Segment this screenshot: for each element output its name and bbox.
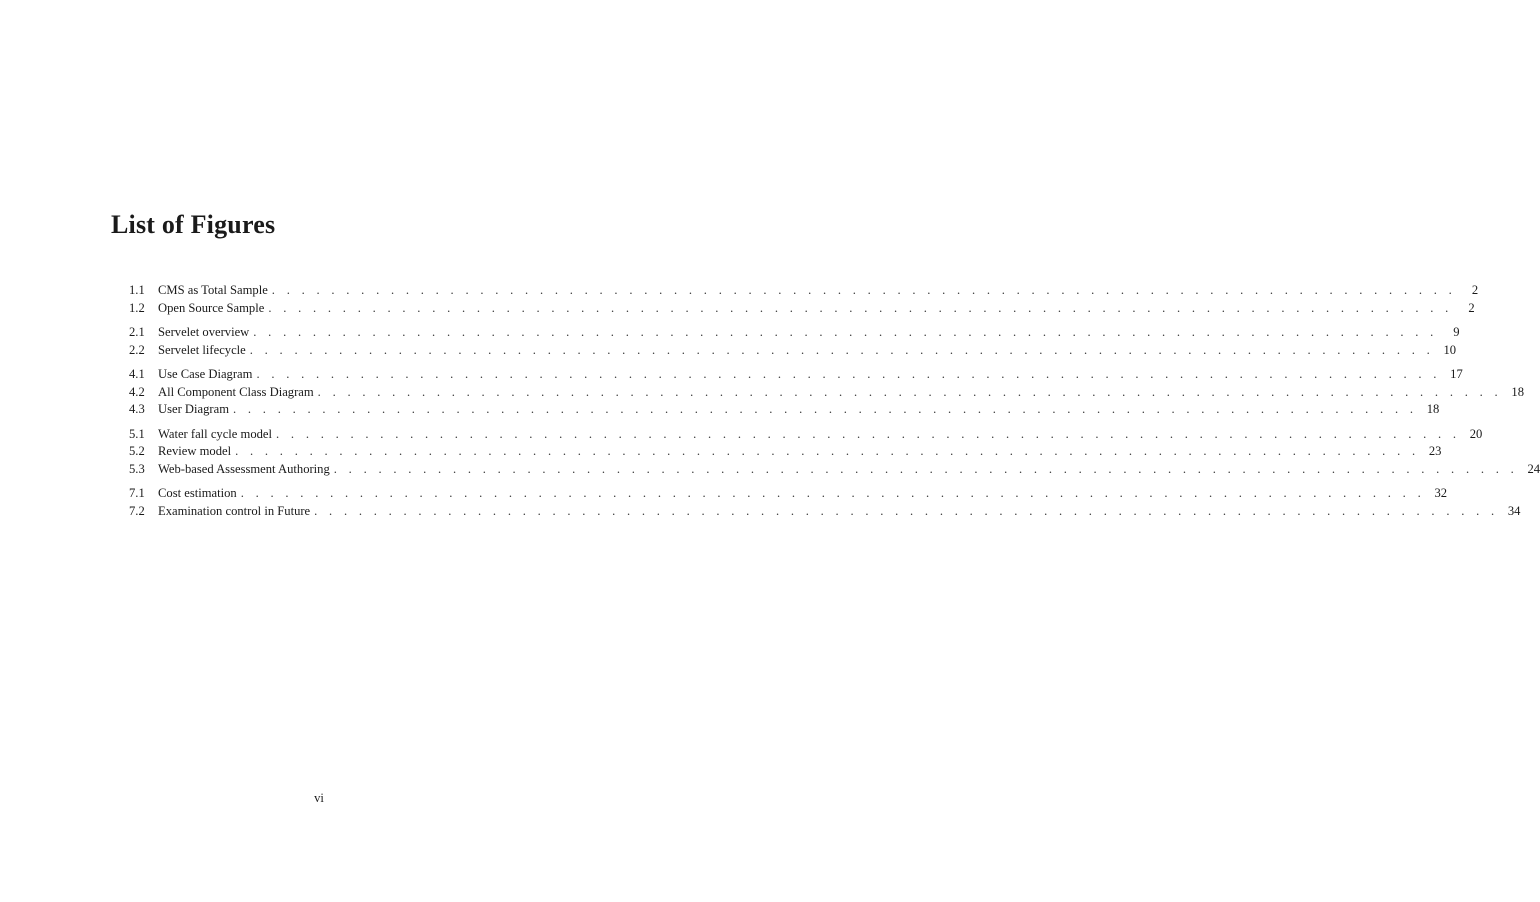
figure-entry[interactable]	[129, 300, 1475, 318]
figure-entry[interactable]	[129, 443, 1442, 461]
figure-caption: All Component Class Diagram	[158, 384, 314, 399]
figure-number: 4.3	[129, 402, 145, 416]
figure-caption: Cost estimation	[158, 486, 237, 500]
dot-leader: . . . . . . . . . . . . . . . . . . . . . . . . . . . . . . . . . . . . . . . . . . . . . . . . . . . . . . . . . . . . . . . . . . . . . . . . . . . . . . . .	[253, 325, 1438, 339]
dot-leader: . . . . . . . . . . . . . . . . . . . . . . . . . . . . . . . . . . . . . . . . . . . . . . . . . . . . . . . . . . . . . . . . . . . . . . . . . . . . . . . .	[240, 486, 1426, 500]
dot-leader: . . . . . . . . . . . . . . . . . . . . . . . . . . . . . . . . . . . . . . . . . . . . . . . . . . . . . . . . . . . . . . . . . . . . . . . . . . . . . . . .	[233, 402, 1418, 416]
figure-number: 4.1	[129, 367, 145, 381]
figure-entry[interactable]	[129, 401, 1440, 419]
figure-number: 2.2	[129, 342, 145, 357]
figure-group	[129, 485, 1521, 520]
figure-number: 5.3	[129, 461, 145, 476]
figure-entry[interactable]	[129, 342, 1457, 360]
figure-number: 7.2	[129, 503, 145, 518]
figure-page-number: 2	[1471, 283, 1479, 297]
dot-leader: . . . . . . . . . . . . . . . . . . . . . . . . . . . . . . . . . . . . . . . . . . . . . . . . . . . . . . . . . . . . . . . . . . . . . . . . . . . . . . . .	[268, 300, 1453, 315]
dot-leader: . . . . . . . . . . . . . . . . . . . . . . . . . . . . . . . . . . . . . . . . . . . . . . . . . . . . . . . . . . . . . . . . . . . . . . . . . . . . . . . .	[317, 384, 1502, 399]
figure-page-number: 18	[1426, 402, 1440, 416]
figure-page-number: 17	[1450, 367, 1463, 381]
figure-entry[interactable]	[129, 324, 1460, 342]
figure-page-number: 24	[1527, 461, 1540, 476]
figure-page-number: 9	[1453, 325, 1460, 339]
figure-page-number: 18	[1511, 384, 1524, 399]
figure-entry[interactable]	[129, 282, 1479, 300]
figure-group	[129, 426, 1540, 479]
figure-caption: CMS as Total Sample	[158, 283, 268, 297]
figure-number: 4.2	[129, 384, 145, 399]
dot-leader: . . . . . . . . . . . . . . . . . . . . . . . . . . . . . . . . . . . . . . . . . . . . . . . . . . . . . . . . . . . . . . . . . . . . . . . . . . . . . . . .	[276, 426, 1461, 441]
figure-number: 1.1	[129, 283, 145, 297]
figure-entry[interactable]	[129, 461, 1540, 479]
figure-group	[129, 324, 1460, 359]
figure-caption: Water fall cycle model	[158, 426, 273, 441]
figure-entry[interactable]	[129, 485, 1448, 503]
figure-number: 5.2	[129, 444, 145, 458]
figure-caption: Servelet overview	[158, 325, 250, 339]
list-of-figures	[129, 282, 1540, 527]
figure-caption: Open Source Sample	[158, 300, 265, 315]
figure-number: 5.1	[129, 426, 145, 441]
figure-entry[interactable]	[129, 384, 1524, 402]
figure-group	[129, 282, 1479, 317]
figure-page-number: 34	[1507, 503, 1521, 518]
figure-caption: User Diagram	[158, 402, 229, 416]
figure-caption: Review model	[158, 444, 232, 458]
figure-page-number: 2	[1468, 300, 1475, 315]
figure-caption: Examination control in Future	[158, 503, 311, 518]
dot-leader: . . . . . . . . . . . . . . . . . . . . . . . . . . . . . . . . . . . . . . . . . . . . . . . . . . . . . . . . . . . . . . . . . . . . . . . . . . . . . . . .	[235, 444, 1420, 458]
figure-page-number: 10	[1443, 342, 1457, 357]
dot-leader: . . . . . . . . . . . . . . . . . . . . . . . . . . . . . . . . . . . . . . . . . . . . . . . . . . . . . . . . . . . . . . . . . . . . . . . . . . . . . . . .	[271, 283, 1457, 297]
figure-number: 7.1	[129, 486, 145, 500]
figure-page-number: 23	[1428, 444, 1442, 458]
figure-caption: Web-based Assessment Authoring	[158, 461, 330, 476]
page-title: List of Figures	[111, 210, 276, 239]
dot-leader: . . . . . . . . . . . . . . . . . . . . . . . . . . . . . . . . . . . . . . . . . . . . . . . . . . . . . . . . . . . . . . . . . . . . . . . . . . . . . . . .	[333, 461, 1519, 476]
figure-page-number: 20	[1469, 426, 1483, 441]
figure-entry[interactable]	[129, 503, 1521, 521]
dot-leader: . . . . . . . . . . . . . . . . . . . . . . . . . . . . . . . . . . . . . . . . . . . . . . . . . . . . . . . . . . . . . . . . . . . . . . . . . . . . . . . .	[256, 367, 1441, 381]
figure-number: 2.1	[129, 325, 145, 339]
dot-leader: . . . . . . . . . . . . . . . . . . . . . . . . . . . . . . . . . . . . . . . . . . . . . . . . . . . . . . . . . . . . . . . . . . . . . . . . . . . . . . . .	[249, 342, 1435, 357]
figure-entry[interactable]	[129, 366, 1463, 384]
dot-leader: . . . . . . . . . . . . . . . . . . . . . . . . . . . . . . . . . . . . . . . . . . . . . . . . . . . . . . . . . . . . . . . . . . . . . . . . . . . . . . . .	[314, 503, 1499, 518]
figure-group	[129, 366, 1524, 419]
figure-caption: Servelet lifecycle	[158, 342, 246, 357]
figure-number: 1.2	[129, 300, 145, 315]
page-number: vi	[314, 791, 324, 805]
figure-page-number: 32	[1434, 486, 1448, 500]
figure-caption: Use Case Diagram	[158, 367, 253, 381]
figure-entry[interactable]	[129, 426, 1483, 444]
